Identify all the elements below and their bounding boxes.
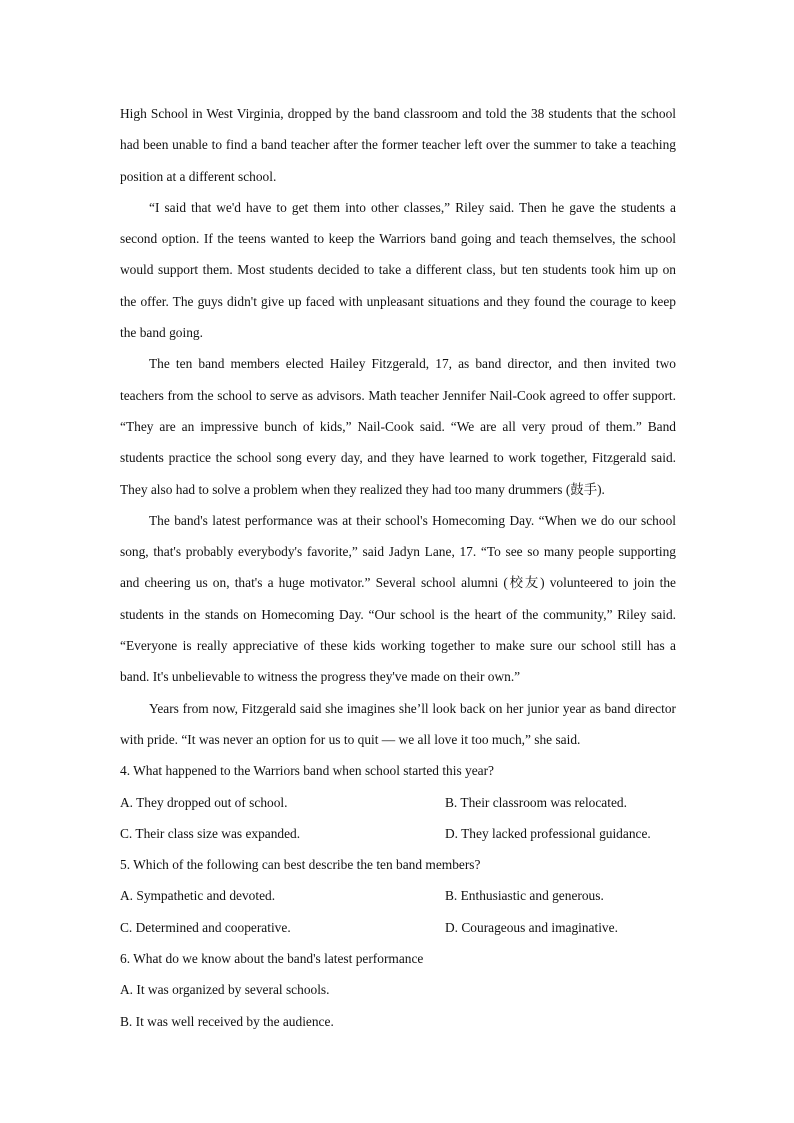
question-5-stem: 5. Which of the following can best describe the ten band members? [120,857,481,873]
question-4-options [120,787,676,850]
question-5-options [120,880,676,943]
question-4-option-b: B. Their classroom was relocated. [445,794,627,810]
question-5-option-a: A. Sympathetic and devoted. [120,888,276,904]
passage-paragraph-4: The band's latest performance was at their school's Homecoming Day. “When we do our school song, that's probably everybody's favorite,” said Jadyn Lane, 17. “To see so many people supporting and cheering us on, that's a huge motivator.” Several school alumni (校友) volunteered to join the students in the stands on Homecoming Day. “Our school is the heart of the community,” Riley said. “Everyone is really appreciative of these kids working together to make sure our school still has a band. It's unbelievable to witness the progress they've made on their own.” [120,512,676,685]
question-4-option-c: C. Their class size was expanded. [120,825,301,841]
question-6-option-b: B. It was well received by the audience. [120,1013,334,1029]
question-4-stem: 4. What happened to the Warriors band when school started this year? [120,763,494,779]
question-6-stem: 6. What do we know about the band's latest performance [120,951,424,967]
question-6-options [120,974,676,1037]
question-6-option-a: A. It was organized by several schools. [120,982,330,998]
passage-paragraph-3: The ten band members elected Hailey Fitzgerald, 17, as band director, and then invited two teachers from the school to serve as advisors. Math teacher Jennifer Nail-Cook agreed to offer support. “They are an impressive bunch of kids,” Nail-Cook said. “We are all very proud of them.” Band students practice the school song every day, and they have learned to work together, Fitzgerald said. They also had to solve a problem when they realized they had too many drummers (鼓手). [120,356,676,497]
passage-paragraph-5: Years from now, Fitzgerald said she imagines she’ll look back on her junior year as band director with pride. “It was never an option for us to quit — we all love it too much,” she said. [120,700,676,747]
passage-paragraph-2: “I said that we'd have to get them into other classes,” Riley said. Then he gave the students a second option. If the teens wanted to keep the Warriors band going and teach themselves, the school would support them. Most students decided to take a different class, but ten students took him up on the offer. The guys didn't give up faced with unpleasant situations and they found the courage to keep the band going. [120,199,676,341]
reading-passage [120,98,676,1037]
question-5-option-b: B. Enthusiastic and generous. [445,888,604,904]
question-4-option-a: A. They dropped out of school. [120,794,288,810]
question-5-option-c: C. Determined and cooperative. [120,919,291,935]
question-4-option-d: D. They lacked professional guidance. [445,825,651,841]
question-5-option-d: D. Courageous and imaginative. [445,919,618,935]
passage-paragraph-1: High School in West Virginia, dropped by the band classroom and told the 38 students that the school had been unable to find a band teacher after the former teacher left over the summer to take a teaching position at a different school. [120,106,676,184]
